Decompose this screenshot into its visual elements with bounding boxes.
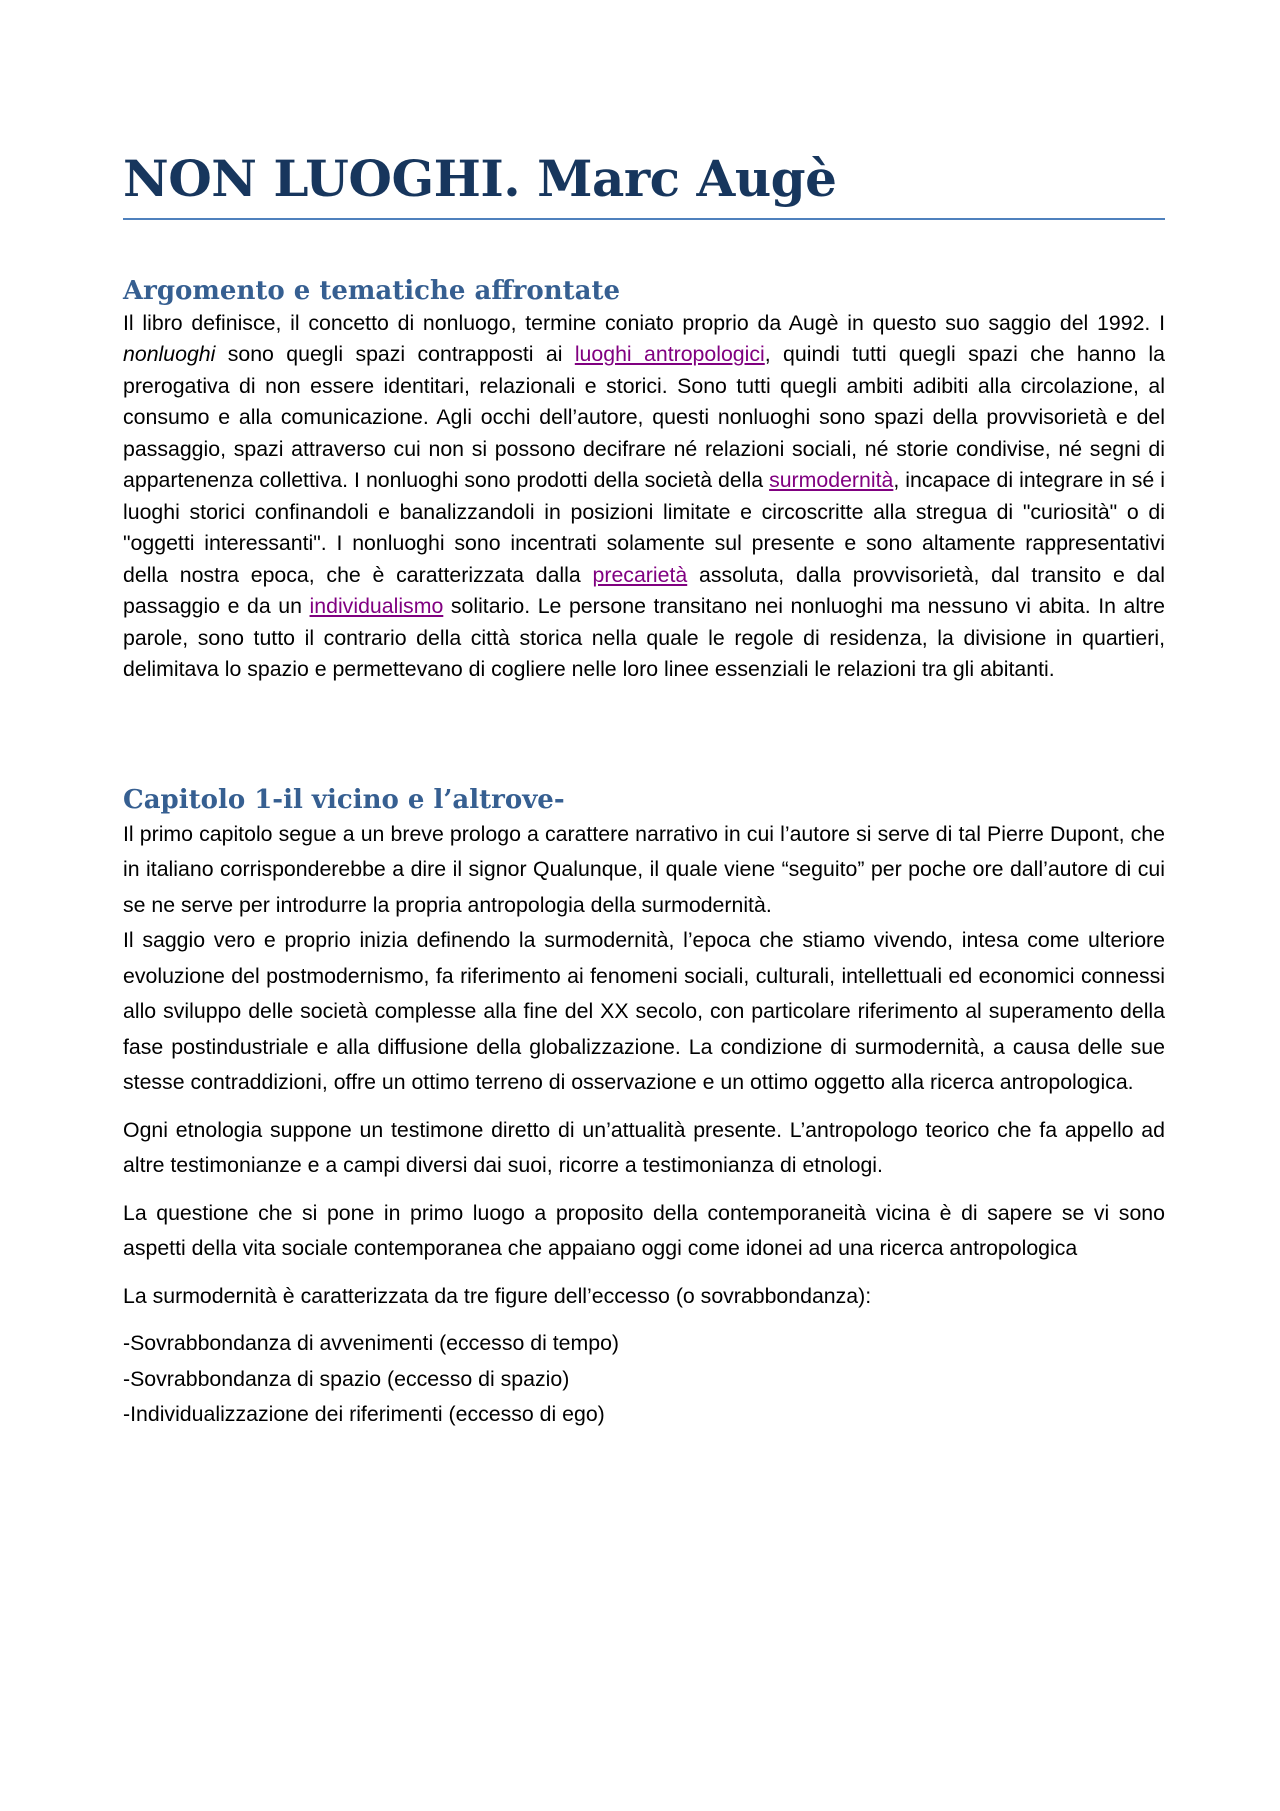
section-heading-capitolo-1: Capitolo 1-il vicino e l’altrove- xyxy=(123,784,565,815)
text-run: , quindi tutti quegli spazi che hanno la prerogativa di non essere identitari, relazionali e storici. Sono tutti quegli ambiti adibiti alla circolazione, al consumo e alla comunicazione. Agli occhi dell’autore, questi nonluoghi sono spazi della provvisorietà e del passaggio, spazi attraverso cui non si possono decifrare né relazioni sociali, né storie condivise, né segni di appartenenza collettiva. I nonluoghi sono prodotti della società della xyxy=(123,342,1165,492)
text-run: sono quegli spazi contrapposti ai xyxy=(215,342,575,366)
link-precarieta[interactable]: precarietà xyxy=(592,562,688,587)
link-individualismo[interactable]: individualismo xyxy=(309,594,444,618)
chapter-paragraph-1: Il primo capitolo segue a un breve prologo a carattere narrativo in cui l’autore si serve di tal Pierre Dupont, che in italiano corrisponderebbe a dire il signor Qualunque, il quale viene “seguito” per poche ore dall’autore di cui se ne serve per introdurre la propria antropologia della surmodernità. xyxy=(123,821,1165,917)
list-item: -Sovrabbondanza di spazio (eccesso di spazio) xyxy=(123,1366,570,1391)
italic-term: nonluoghi xyxy=(123,342,216,366)
text-run: , incapace di integrare in sé i luoghi storici confinandoli e banalizzandoli in posizioni limitate e circoscritte alla stregua di "curiosità" o di "oggetti interessanti". I nonluoghi sono incentrati solamente sul presente e sono altamente rappresentativi della nostra epoca, che è caratterizzata dalla xyxy=(123,468,1165,587)
link-luoghi-antropologici[interactable]: luoghi antropologici xyxy=(574,342,765,366)
excess-list xyxy=(123,1326,1165,1433)
text-run: assoluta, dalla provvisorietà, dal transito e dal passaggio e da un xyxy=(123,562,1165,618)
link-surmodernita[interactable]: surmodernità xyxy=(769,468,894,492)
text-run: Il libro definisce, il concetto di nonluogo, termine coniato proprio da Augè in questo suo saggio del 1992. I xyxy=(123,310,1165,335)
chapter-paragraph-5: La surmodernità è caratterizzata da tre figure dell’eccesso (o sovrabbondanza): xyxy=(123,1283,872,1308)
list-item: -Sovrabbondanza di avvenimenti (eccesso di tempo) xyxy=(123,1331,620,1355)
document-title: NON LUOGHI. Marc Augè xyxy=(123,150,1165,220)
chapter-paragraph-4: La questione che si pone in primo luogo a proposito della contemporaneità vicina è di sapere se vi sono aspetti della vita sociale contemporanea che appaiano oggi come idonei ad una ricerca antropologica xyxy=(123,1200,1165,1260)
text-run: solitario. Le persone transitano nei nonluoghi ma nessuno vi abita. In altre parole, sono tutto il contrario della città storica nella quale le regole di residenza, la divisione in quartieri, delimitava lo spazio e permettevano di cogliere nelle loro linee essenziali le relazioni tra gli abitanti. xyxy=(123,594,1165,681)
section-heading-argomento: Argomento e tematiche affrontate xyxy=(123,275,621,306)
section-paragraph xyxy=(123,308,1165,686)
list-item: -Individualizzazione dei riferimenti (eccesso di ego) xyxy=(123,1402,605,1426)
chapter-paragraph-2: Il saggio vero e proprio inizia definendo la surmodernità, l’epoca che stiamo vivendo, intesa come ulteriore evoluzione del postmodernismo, fa riferimento ai fenomeni sociali, culturali, intellettuali ed economici connessi allo sviluppo delle società complesse alla fine del XX secolo, con particolare riferimento al superamento della fase postindustriale e alla diffusione della globalizzazione. La condizione di surmodernità, a causa delle sue stesse contraddizioni, offre un ottimo terreno di osservazione e un ottimo oggetto alla ricerca antropologica. xyxy=(123,928,1165,1094)
chapter-paragraph-3: Ogni etnologia suppone un testimone diretto di un’attualità presente. L’antropologo teorico che fa appello ad altre testimonianze e a campi diversi dai suoi, ricorre a testimonianza di etnologi. xyxy=(123,1117,1165,1177)
